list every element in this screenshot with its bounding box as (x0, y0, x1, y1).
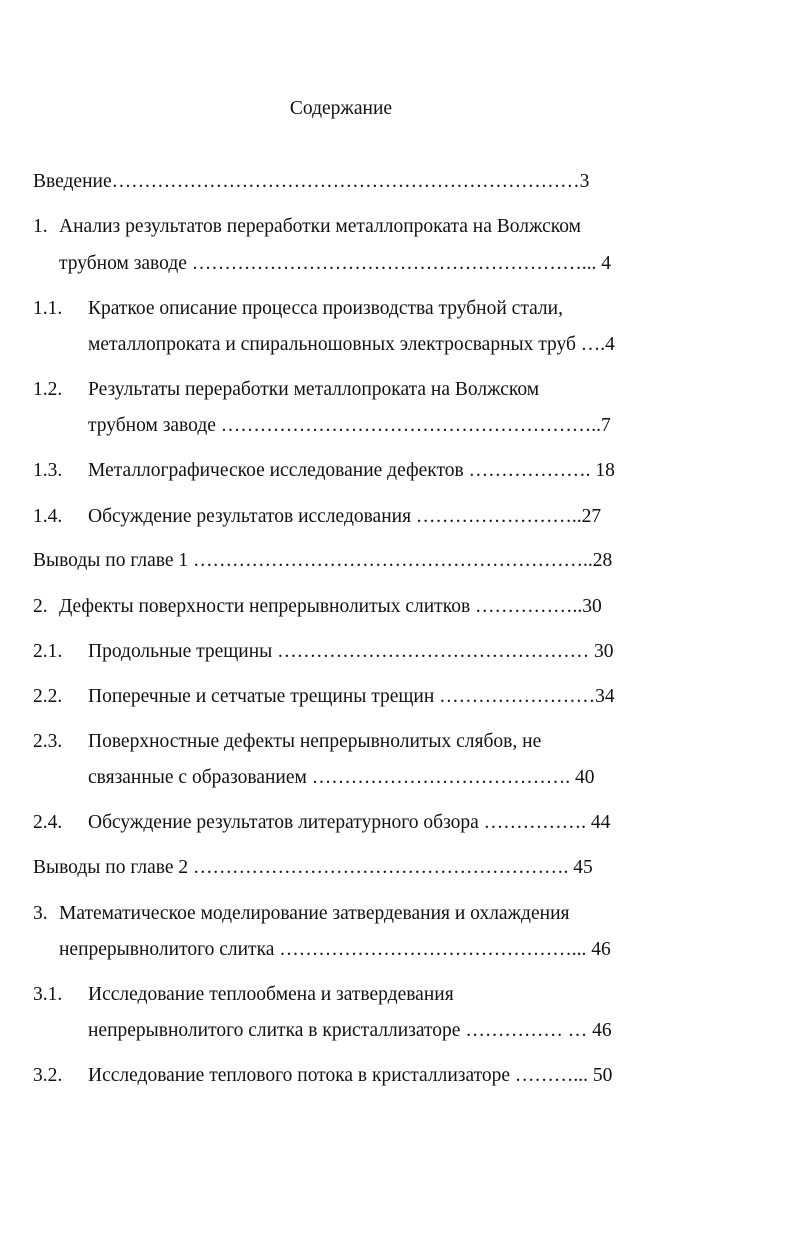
toc-line: Введение………………………………………………………………3 (33, 171, 590, 192)
toc-line: металлопроката и спиральношовных электросварных труб ….4 (88, 334, 615, 355)
toc-line: связанные с образованием …………………………………. 40 (88, 767, 595, 788)
toc-line: Обсуждение результатов литературного обзора ……………. 44 (88, 812, 611, 833)
toc-line: Металлографическое исследование дефектов ………………. 18 (88, 460, 615, 481)
toc-number: 1.1. (33, 298, 63, 319)
toc-number: 3. (33, 903, 48, 924)
toc-number: 2.4. (33, 812, 63, 833)
toc-line: Выводы по главе 2 …………………………………………………. 45 (33, 857, 593, 878)
toc-line: Исследование теплового потока в кристаллизаторе ………... 50 (88, 1065, 613, 1086)
toc-number: 1.4. (33, 506, 63, 527)
toc-line: непрерывнолитого слитка в кристаллизаторе …………… … 46 (88, 1020, 612, 1041)
toc-line: Анализ результатов переработки металлопроката на Волжском (59, 216, 581, 237)
toc-line: Результаты переработки металлопроката на Волжском (88, 379, 540, 400)
toc-line: Исследование теплообмена и затвердевания (88, 984, 454, 1005)
toc-number: 2.1. (33, 641, 63, 662)
toc-line: Поверхностные дефекты непрерывнолитых слябов, не (88, 731, 542, 752)
toc-number: 3.2. (33, 1065, 63, 1086)
toc-number: 2.2. (33, 686, 63, 707)
toc-line: Математическое моделирование затвердевания и охлаждения (59, 903, 570, 924)
toc-number: 1.3. (33, 460, 63, 481)
toc-line: Краткое описание процесса производства трубной стали, (88, 298, 563, 319)
toc-number: 1.2. (33, 379, 63, 400)
toc-number: 3.1. (33, 984, 63, 1005)
toc-line: Дефекты поверхности непрерывнолитых слитков ……………..30 (59, 596, 602, 617)
page-title: Содержание (289, 98, 393, 119)
toc-line: трубном заводе ……………………………………………………... 4 (59, 253, 612, 274)
toc-line: непрерывнолитого слитка ………………………………………... 46 (59, 939, 611, 960)
toc-line: трубном заводе …………………………………………………..7 (88, 415, 611, 436)
toc-number: 2.3. (33, 731, 63, 752)
toc-number: 1. (33, 216, 48, 237)
toc-number: 2. (33, 596, 48, 617)
toc-line: Продольные трещины ………………………………………… 30 (88, 641, 614, 662)
toc-line: Обсуждение результатов исследования ……………………..27 (88, 506, 602, 527)
toc-line: Поперечные и сетчатые трещины трещин ……………………34 (88, 686, 615, 707)
toc-line: Выводы по главе 1 ……………………………………………………..28 (33, 550, 613, 571)
